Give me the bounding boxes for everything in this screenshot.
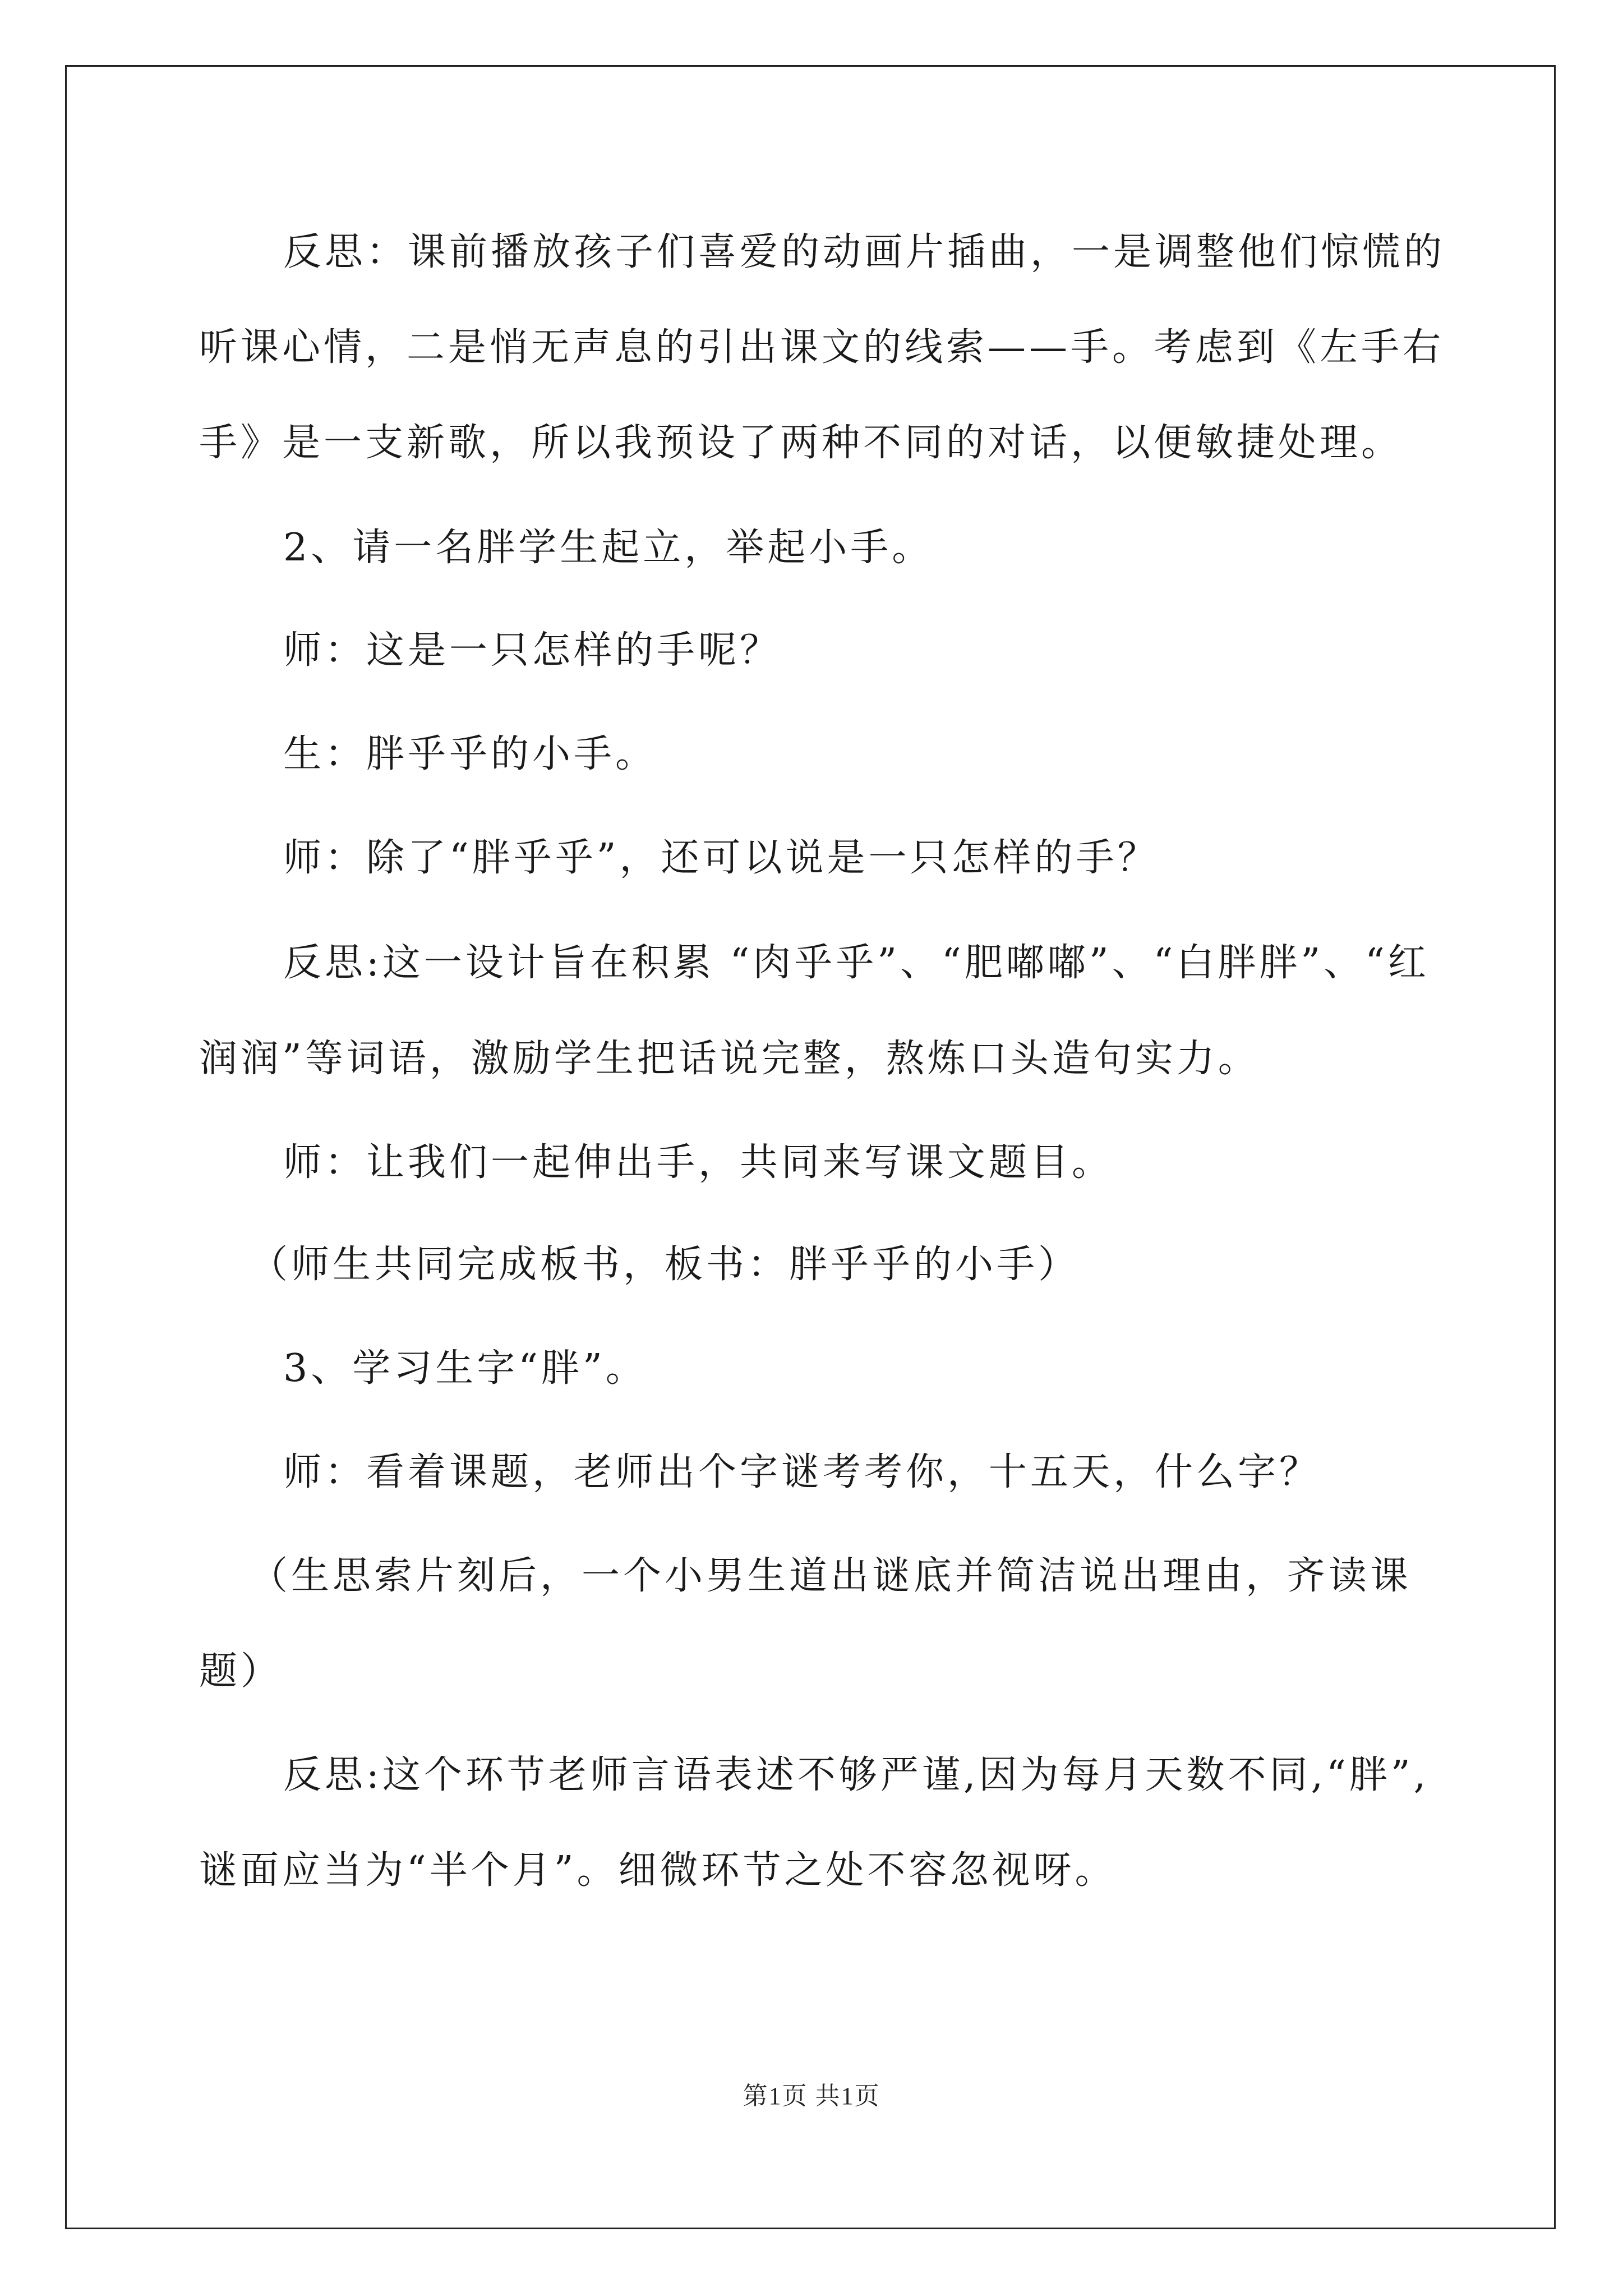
paragraph-line: 师：除了“胖乎乎”，还可以说是一只怎样的手？ bbox=[283, 836, 1159, 880]
paragraph-line: 师：看着课题，老师出个字谜考考你，十五天，什么字？ bbox=[283, 1450, 1321, 1494]
paragraph-line: 反思：课前播放孩子们喜爱的动画片插曲，一是调整他们惊慌的 bbox=[283, 230, 1446, 274]
paragraph-line: （生思索片刻后，一个小男生道出谜底并简洁说出理由，齐读课 bbox=[250, 1554, 1412, 1598]
paragraph-line: 3、学习生字“胖”。 bbox=[283, 1346, 647, 1391]
paragraph-line: 听课心情，二是悄无声息的引出课文的线索——手。考虑到《左手右 bbox=[199, 325, 1445, 370]
page-number: 第1页 共1页 bbox=[743, 2082, 880, 2110]
paragraph-line: 师：这是一只怎样的手呢？ bbox=[283, 628, 782, 673]
paragraph-line: 谜面应当为“半个月”。细微环节之处不容忽视呀。 bbox=[199, 1848, 1117, 1893]
paragraph-line: 反思:这个环节老师言语表述不够严谨,因为每月天数不同,“胖”, bbox=[283, 1753, 1430, 1797]
paragraph-line: 手》是一支新歌，所以我预设了两种不同的对话，以便敏捷处理。 bbox=[199, 421, 1403, 465]
paragraph-line: 2、请一名胖学生起立，举起小手。 bbox=[283, 526, 934, 570]
paragraph-line: 润润”等词语，激励学生把话说完整，熬炼口头造句实力。 bbox=[199, 1037, 1260, 1081]
paragraph-line: （师生共同完成板书，板书：胖乎乎的小手） bbox=[250, 1243, 1080, 1287]
paragraph-line: 反思:这一设计旨在积累 “肉乎乎”、“肥嘟嘟”、“白胖胖”、“红 bbox=[283, 941, 1430, 985]
paragraph-line: 题） bbox=[199, 1649, 283, 1694]
paragraph-line: 师：让我们一起伸出手，共同来写课文题目。 bbox=[283, 1140, 1114, 1185]
paragraph-line: 生：胖乎乎的小手。 bbox=[283, 732, 657, 776]
